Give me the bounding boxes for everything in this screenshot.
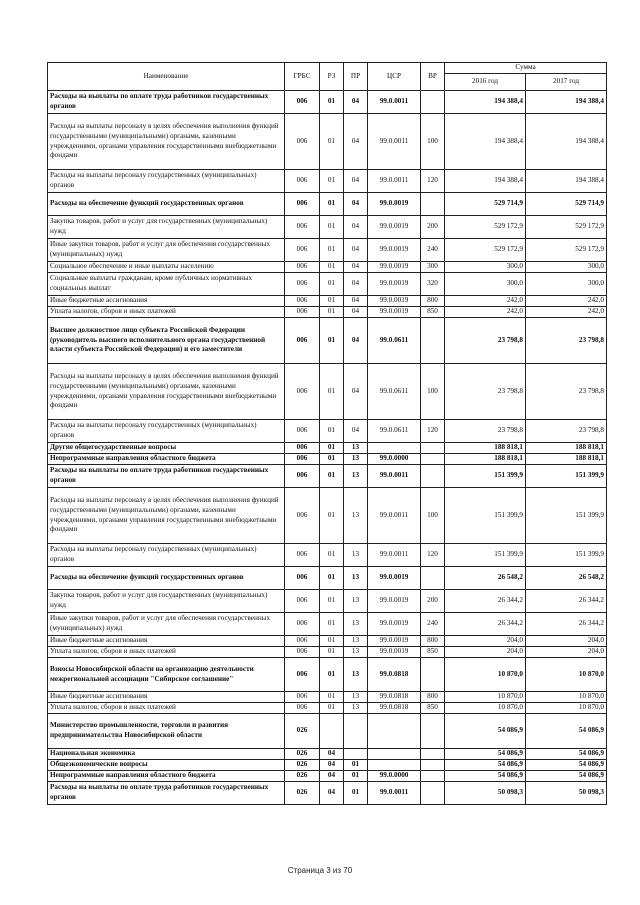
row-csr: 99.0.0019 bbox=[368, 590, 421, 613]
table-row bbox=[48, 443, 607, 454]
row-name: Социальные выплаты гражданам, кроме публичных нормативных социальных выплат bbox=[48, 273, 285, 296]
row-sum-2017: 194 388,4 bbox=[526, 114, 607, 170]
row-pr: 13 bbox=[344, 703, 368, 714]
row-grbs: 006 bbox=[285, 296, 320, 307]
row-name: Расходы на выплаты персоналу государственных (муниципальных) органов bbox=[48, 170, 285, 193]
row-name: Закупка товаров, работ и услуг для государственных (муниципальных) нужд bbox=[48, 216, 285, 239]
row-pr: 01 bbox=[344, 782, 368, 805]
row-vr bbox=[421, 454, 445, 465]
row-vr bbox=[421, 771, 445, 782]
row-vr: 800 bbox=[421, 636, 445, 647]
row-grbs: 006 bbox=[285, 170, 320, 193]
row-vr bbox=[421, 465, 445, 488]
row-grbs: 006 bbox=[285, 262, 320, 273]
row-csr: 99.0.0019 bbox=[368, 216, 421, 239]
row-rz: 01 bbox=[320, 454, 344, 465]
row-pr: 04 bbox=[344, 170, 368, 193]
row-sum-2016: 10 870,0 bbox=[445, 658, 526, 692]
row-sum-2016: 54 086,9 bbox=[445, 760, 526, 771]
row-sum-2017: 23 798,8 bbox=[526, 318, 607, 364]
row-grbs: 006 bbox=[285, 454, 320, 465]
row-rz: 01 bbox=[320, 193, 344, 216]
row-csr: 99.0.0011 bbox=[368, 91, 421, 114]
row-sum-2016: 188 818,1 bbox=[445, 443, 526, 454]
table-row bbox=[48, 760, 607, 771]
table-row bbox=[48, 692, 607, 703]
row-name: Иные закупки товаров, работ и услуг для обеспечения государственных (муниципальных) нужд bbox=[48, 613, 285, 636]
row-name: Иные бюджетные ассигнования bbox=[48, 636, 285, 647]
table-row bbox=[48, 170, 607, 193]
row-vr: 120 bbox=[421, 544, 445, 567]
row-pr: 04 bbox=[344, 193, 368, 216]
row-sum-2017: 204,0 bbox=[526, 647, 607, 658]
row-sum-2016: 529 172,9 bbox=[445, 216, 526, 239]
row-name: Взносы Новосибирской области на организацию деятельности межрегиональной ассоциации "Сибирское соглашение" bbox=[48, 658, 285, 692]
row-name: Расходы на выплаты по оплате труда работников государственных органов bbox=[48, 91, 285, 114]
row-name: Расходы на обеспечение функций государственных органов bbox=[48, 567, 285, 590]
row-csr: 99.0.0019 bbox=[368, 239, 421, 262]
row-name: Расходы на выплаты по оплате труда работников государственных органов bbox=[48, 782, 285, 805]
row-sum-2016: 23 798,8 bbox=[445, 364, 526, 420]
row-vr bbox=[421, 443, 445, 454]
table-row bbox=[48, 262, 607, 273]
row-vr: 100 bbox=[421, 488, 445, 544]
row-sum-2017: 151 399,9 bbox=[526, 465, 607, 488]
row-sum-2017: 23 798,8 bbox=[526, 364, 607, 420]
row-grbs: 006 bbox=[285, 216, 320, 239]
row-rz: 01 bbox=[320, 114, 344, 170]
table-row bbox=[48, 307, 607, 318]
row-csr: 99.0.0818 bbox=[368, 703, 421, 714]
row-vr bbox=[421, 714, 445, 749]
row-rz: 01 bbox=[320, 262, 344, 273]
row-vr: 300 bbox=[421, 262, 445, 273]
row-csr bbox=[368, 443, 421, 454]
row-pr: 13 bbox=[344, 488, 368, 544]
row-sum-2017: 300,0 bbox=[526, 262, 607, 273]
row-sum-2017: 194 388,4 bbox=[526, 170, 607, 193]
header-csr: ЦСР bbox=[368, 63, 421, 91]
table-row bbox=[48, 714, 607, 749]
row-sum-2016: 10 870,0 bbox=[445, 703, 526, 714]
row-pr: 13 bbox=[344, 465, 368, 488]
table-row bbox=[48, 567, 607, 590]
row-pr: 04 bbox=[344, 273, 368, 296]
row-vr: 800 bbox=[421, 692, 445, 703]
row-name: Расходы на выплаты персоналу государственных (муниципальных) органов bbox=[48, 420, 285, 443]
row-sum-2016: 10 870,0 bbox=[445, 692, 526, 703]
row-pr: 01 bbox=[344, 771, 368, 782]
row-rz: 01 bbox=[320, 420, 344, 443]
row-csr: 99.0.0011 bbox=[368, 544, 421, 567]
row-csr: 99.0.0019 bbox=[368, 647, 421, 658]
row-csr: 99.0.0011 bbox=[368, 170, 421, 193]
row-pr: 13 bbox=[344, 636, 368, 647]
table-row bbox=[48, 273, 607, 296]
table-row bbox=[48, 544, 607, 567]
row-csr: 99.0.0011 bbox=[368, 114, 421, 170]
row-sum-2016: 188 818,1 bbox=[445, 454, 526, 465]
row-name: Социальное обеспечение и иные выплаты населению bbox=[48, 262, 285, 273]
row-rz: 01 bbox=[320, 443, 344, 454]
row-grbs: 026 bbox=[285, 760, 320, 771]
row-sum-2017: 26 344,2 bbox=[526, 590, 607, 613]
row-csr bbox=[368, 749, 421, 760]
header-2017: 2017 год bbox=[526, 74, 607, 91]
row-grbs: 006 bbox=[285, 318, 320, 364]
row-csr: 99.0.0011 bbox=[368, 465, 421, 488]
row-pr: 04 bbox=[344, 114, 368, 170]
row-sum-2016: 54 086,9 bbox=[445, 749, 526, 760]
row-rz: 01 bbox=[320, 364, 344, 420]
row-grbs: 026 bbox=[285, 714, 320, 749]
row-pr: 13 bbox=[344, 443, 368, 454]
row-name: Расходы на выплаты персоналу государственных (муниципальных) органов bbox=[48, 544, 285, 567]
row-sum-2017: 188 818,1 bbox=[526, 454, 607, 465]
row-grbs: 006 bbox=[285, 307, 320, 318]
header-grbs: ГРБС bbox=[285, 63, 320, 91]
row-rz bbox=[320, 714, 344, 749]
row-sum-2016: 204,0 bbox=[445, 647, 526, 658]
row-grbs: 006 bbox=[285, 613, 320, 636]
row-rz: 04 bbox=[320, 760, 344, 771]
row-sum-2016: 242,0 bbox=[445, 296, 526, 307]
table-row bbox=[48, 364, 607, 420]
row-vr: 850 bbox=[421, 307, 445, 318]
table-row bbox=[48, 114, 607, 170]
row-pr: 04 bbox=[344, 296, 368, 307]
row-rz: 01 bbox=[320, 465, 344, 488]
row-sum-2017: 151 399,9 bbox=[526, 544, 607, 567]
row-sum-2017: 204,0 bbox=[526, 636, 607, 647]
header-vr: ВР bbox=[421, 63, 445, 91]
row-csr: 99.0.0818 bbox=[368, 692, 421, 703]
row-csr: 99.0.0019 bbox=[368, 307, 421, 318]
row-name: Уплата налогов, сборов и иных платежей bbox=[48, 307, 285, 318]
row-vr bbox=[421, 749, 445, 760]
row-sum-2017: 26 548,2 bbox=[526, 567, 607, 590]
row-sum-2017: 54 086,9 bbox=[526, 714, 607, 749]
row-name: Уплата налогов, сборов и иных платежей bbox=[48, 647, 285, 658]
row-sum-2016: 26 344,2 bbox=[445, 613, 526, 636]
row-grbs: 006 bbox=[285, 114, 320, 170]
table-row bbox=[48, 636, 607, 647]
row-vr bbox=[421, 782, 445, 805]
row-name: Общеэкономические вопросы bbox=[48, 760, 285, 771]
table-row bbox=[48, 465, 607, 488]
row-name: Иные бюджетные ассигнования bbox=[48, 296, 285, 307]
row-csr: 99.0.0019 bbox=[368, 567, 421, 590]
table-row bbox=[48, 658, 607, 692]
row-csr bbox=[368, 714, 421, 749]
row-pr: 04 bbox=[344, 307, 368, 318]
row-csr: 99.0.0611 bbox=[368, 420, 421, 443]
row-pr: 13 bbox=[344, 454, 368, 465]
header-rz: РЗ bbox=[320, 63, 344, 91]
row-sum-2016: 204,0 bbox=[445, 636, 526, 647]
row-name: Другие общегосударственные вопросы bbox=[48, 443, 285, 454]
budget-table bbox=[47, 62, 607, 805]
row-sum-2017: 529 714,9 bbox=[526, 193, 607, 216]
row-pr: 04 bbox=[344, 239, 368, 262]
row-grbs: 006 bbox=[285, 420, 320, 443]
row-vr bbox=[421, 760, 445, 771]
row-csr: 99.0.0611 bbox=[368, 364, 421, 420]
row-sum-2016: 54 086,9 bbox=[445, 771, 526, 782]
row-grbs: 026 bbox=[285, 771, 320, 782]
row-grbs: 006 bbox=[285, 465, 320, 488]
row-sum-2017: 194 388,4 bbox=[526, 91, 607, 114]
row-name: Высшее должностное лицо субъекта Российской Федерации (руководитель высшего исполнительного органа государственной власти субъекта Российской Федерации) и его заместители bbox=[48, 318, 285, 364]
row-vr bbox=[421, 318, 445, 364]
row-sum-2016: 194 388,4 bbox=[445, 114, 526, 170]
row-sum-2016: 300,0 bbox=[445, 273, 526, 296]
row-sum-2017: 54 086,9 bbox=[526, 760, 607, 771]
row-sum-2016: 26 344,2 bbox=[445, 590, 526, 613]
row-sum-2016: 54 086,9 bbox=[445, 714, 526, 749]
row-grbs: 006 bbox=[285, 193, 320, 216]
row-csr: 99.0.0019 bbox=[368, 613, 421, 636]
row-vr: 800 bbox=[421, 296, 445, 307]
header-sum: Сумма bbox=[445, 63, 607, 74]
row-rz: 01 bbox=[320, 636, 344, 647]
row-vr: 100 bbox=[421, 364, 445, 420]
row-sum-2017: 188 818,1 bbox=[526, 443, 607, 454]
row-sum-2017: 10 870,0 bbox=[526, 703, 607, 714]
row-grbs: 006 bbox=[285, 239, 320, 262]
row-pr: 04 bbox=[344, 216, 368, 239]
table-row bbox=[48, 488, 607, 544]
row-vr: 850 bbox=[421, 647, 445, 658]
row-grbs: 006 bbox=[285, 590, 320, 613]
row-pr: 13 bbox=[344, 567, 368, 590]
row-rz: 04 bbox=[320, 782, 344, 805]
row-name: Министерство промышленности, торговли и развития предпринимательства Новосибирской области bbox=[48, 714, 285, 749]
row-rz: 01 bbox=[320, 216, 344, 239]
header-2016: 2016 год bbox=[445, 74, 526, 91]
row-rz: 01 bbox=[320, 170, 344, 193]
row-rz: 01 bbox=[320, 91, 344, 114]
table-row bbox=[48, 318, 607, 364]
row-pr bbox=[344, 749, 368, 760]
table-row bbox=[48, 454, 607, 465]
row-grbs: 026 bbox=[285, 749, 320, 760]
row-sum-2017: 242,0 bbox=[526, 307, 607, 318]
row-sum-2017: 23 798,8 bbox=[526, 420, 607, 443]
row-vr: 100 bbox=[421, 114, 445, 170]
header-pr: ПР bbox=[344, 63, 368, 91]
row-rz: 01 bbox=[320, 544, 344, 567]
row-sum-2016: 242,0 bbox=[445, 307, 526, 318]
row-grbs: 006 bbox=[285, 636, 320, 647]
row-vr: 200 bbox=[421, 590, 445, 613]
row-pr: 13 bbox=[344, 647, 368, 658]
row-name: Закупка товаров, работ и услуг для государственных (муниципальных) нужд bbox=[48, 590, 285, 613]
row-csr: 99.0.0019 bbox=[368, 296, 421, 307]
row-sum-2016: 23 798,8 bbox=[445, 318, 526, 364]
row-pr: 04 bbox=[344, 91, 368, 114]
row-grbs: 006 bbox=[285, 364, 320, 420]
row-name: Уплата налогов, сборов и иных платежей bbox=[48, 703, 285, 714]
row-name: Расходы на выплаты персоналу в целях обеспечения выполнения функций государственными (муниципальными) органами, казенными учреждениями, органами управления государственными внебюджетными фондами bbox=[48, 488, 285, 544]
row-csr: 99.0.0611 bbox=[368, 318, 421, 364]
row-rz: 01 bbox=[320, 307, 344, 318]
row-pr: 01 bbox=[344, 760, 368, 771]
row-sum-2016: 23 798,8 bbox=[445, 420, 526, 443]
row-sum-2016: 529 714,9 bbox=[445, 193, 526, 216]
row-csr: 99.0.0019 bbox=[368, 636, 421, 647]
row-grbs: 026 bbox=[285, 782, 320, 805]
row-vr bbox=[421, 193, 445, 216]
row-sum-2017: 529 172,9 bbox=[526, 216, 607, 239]
row-pr: 13 bbox=[344, 658, 368, 692]
row-rz: 01 bbox=[320, 692, 344, 703]
row-sum-2017: 151 399,9 bbox=[526, 488, 607, 544]
row-sum-2016: 50 098,3 bbox=[445, 782, 526, 805]
row-sum-2016: 194 388,4 bbox=[445, 91, 526, 114]
row-vr: 850 bbox=[421, 703, 445, 714]
row-grbs: 006 bbox=[285, 273, 320, 296]
row-rz: 01 bbox=[320, 590, 344, 613]
row-vr: 120 bbox=[421, 170, 445, 193]
table-row bbox=[48, 771, 607, 782]
row-sum-2016: 151 399,9 bbox=[445, 544, 526, 567]
row-pr: 13 bbox=[344, 692, 368, 703]
row-pr: 13 bbox=[344, 590, 368, 613]
row-rz: 01 bbox=[320, 567, 344, 590]
row-csr: 99.0.0011 bbox=[368, 488, 421, 544]
table-row bbox=[48, 703, 607, 714]
row-csr: 99.0.0019 bbox=[368, 273, 421, 296]
row-csr: 99.0.0000 bbox=[368, 454, 421, 465]
table-body bbox=[48, 91, 607, 805]
row-rz: 01 bbox=[320, 239, 344, 262]
row-sum-2016: 151 399,9 bbox=[445, 465, 526, 488]
row-name: Расходы на обеспечение функций государственных органов bbox=[48, 193, 285, 216]
table-row bbox=[48, 613, 607, 636]
table-row bbox=[48, 420, 607, 443]
row-name: Непрограммные направления областного бюджета bbox=[48, 771, 285, 782]
row-sum-2017: 26 344,2 bbox=[526, 613, 607, 636]
row-rz: 01 bbox=[320, 647, 344, 658]
row-sum-2016: 194 388,4 bbox=[445, 170, 526, 193]
row-sum-2017: 529 172,9 bbox=[526, 239, 607, 262]
row-pr: 04 bbox=[344, 318, 368, 364]
row-sum-2017: 300,0 bbox=[526, 273, 607, 296]
table-row bbox=[48, 782, 607, 805]
row-rz: 04 bbox=[320, 771, 344, 782]
row-vr bbox=[421, 658, 445, 692]
row-sum-2016: 300,0 bbox=[445, 262, 526, 273]
table-row bbox=[48, 590, 607, 613]
row-grbs: 006 bbox=[285, 703, 320, 714]
row-grbs: 006 bbox=[285, 658, 320, 692]
row-name: Иные закупки товаров, работ и услуг для обеспечения государственных (муниципальных) нужд bbox=[48, 239, 285, 262]
row-vr bbox=[421, 91, 445, 114]
row-sum-2017: 54 086,9 bbox=[526, 771, 607, 782]
row-sum-2016: 151 399,9 bbox=[445, 488, 526, 544]
table-row bbox=[48, 296, 607, 307]
row-vr: 120 bbox=[421, 420, 445, 443]
row-rz: 01 bbox=[320, 273, 344, 296]
row-sum-2016: 529 172,9 bbox=[445, 239, 526, 262]
row-grbs: 006 bbox=[285, 443, 320, 454]
row-sum-2017: 242,0 bbox=[526, 296, 607, 307]
row-rz: 01 bbox=[320, 296, 344, 307]
table-row bbox=[48, 647, 607, 658]
row-vr: 320 bbox=[421, 273, 445, 296]
table-row bbox=[48, 91, 607, 114]
row-sum-2017: 50 098,3 bbox=[526, 782, 607, 805]
row-pr: 04 bbox=[344, 364, 368, 420]
row-csr: 99.0.0000 bbox=[368, 771, 421, 782]
row-grbs: 006 bbox=[285, 488, 320, 544]
row-pr bbox=[344, 714, 368, 749]
row-vr bbox=[421, 567, 445, 590]
table-row bbox=[48, 216, 607, 239]
row-csr: 99.0.0818 bbox=[368, 658, 421, 692]
row-name: Расходы на выплаты по оплате труда работников государственных органов bbox=[48, 465, 285, 488]
row-rz: 01 bbox=[320, 658, 344, 692]
row-pr: 13 bbox=[344, 613, 368, 636]
row-grbs: 006 bbox=[285, 544, 320, 567]
row-csr: 99.0.0019 bbox=[368, 262, 421, 273]
row-name: Иные бюджетные ассигнования bbox=[48, 692, 285, 703]
row-csr bbox=[368, 760, 421, 771]
row-rz: 01 bbox=[320, 318, 344, 364]
row-sum-2016: 26 548,2 bbox=[445, 567, 526, 590]
row-rz: 01 bbox=[320, 488, 344, 544]
row-name: Национальная экономика bbox=[48, 749, 285, 760]
table-row bbox=[48, 749, 607, 760]
row-rz: 01 bbox=[320, 703, 344, 714]
page-number: Страница 3 из 70 bbox=[287, 866, 353, 875]
table-row bbox=[48, 193, 607, 216]
row-sum-2017: 10 870,0 bbox=[526, 658, 607, 692]
header-name: Наименование bbox=[48, 63, 285, 91]
row-name: Расходы на выплаты персоналу в целях обеспечения выполнения функций государственными (муниципальными) органами, казенными учреждениями, органами управления государственными внебюджетными фондами bbox=[48, 364, 285, 420]
row-pr: 04 bbox=[344, 262, 368, 273]
row-vr: 200 bbox=[421, 216, 445, 239]
row-rz: 01 bbox=[320, 613, 344, 636]
row-vr: 240 bbox=[421, 239, 445, 262]
row-sum-2017: 54 086,9 bbox=[526, 749, 607, 760]
row-sum-2017: 10 870,0 bbox=[526, 692, 607, 703]
row-rz: 04 bbox=[320, 749, 344, 760]
row-grbs: 006 bbox=[285, 692, 320, 703]
row-vr: 240 bbox=[421, 613, 445, 636]
row-csr: 99.0.0019 bbox=[368, 193, 421, 216]
row-pr: 04 bbox=[344, 420, 368, 443]
table-row bbox=[48, 239, 607, 262]
row-csr: 99.0.0011 bbox=[368, 782, 421, 805]
row-grbs: 006 bbox=[285, 567, 320, 590]
row-pr: 13 bbox=[344, 544, 368, 567]
row-name: Непрограммные направления областного бюджета bbox=[48, 454, 285, 465]
row-grbs: 006 bbox=[285, 647, 320, 658]
row-grbs: 006 bbox=[285, 91, 320, 114]
row-name: Расходы на выплаты персоналу в целях обеспечения выполнения функций государственными (муниципальными) органами, казенными учреждениями, органами управления государственными внебюджетными фондами bbox=[48, 114, 285, 170]
